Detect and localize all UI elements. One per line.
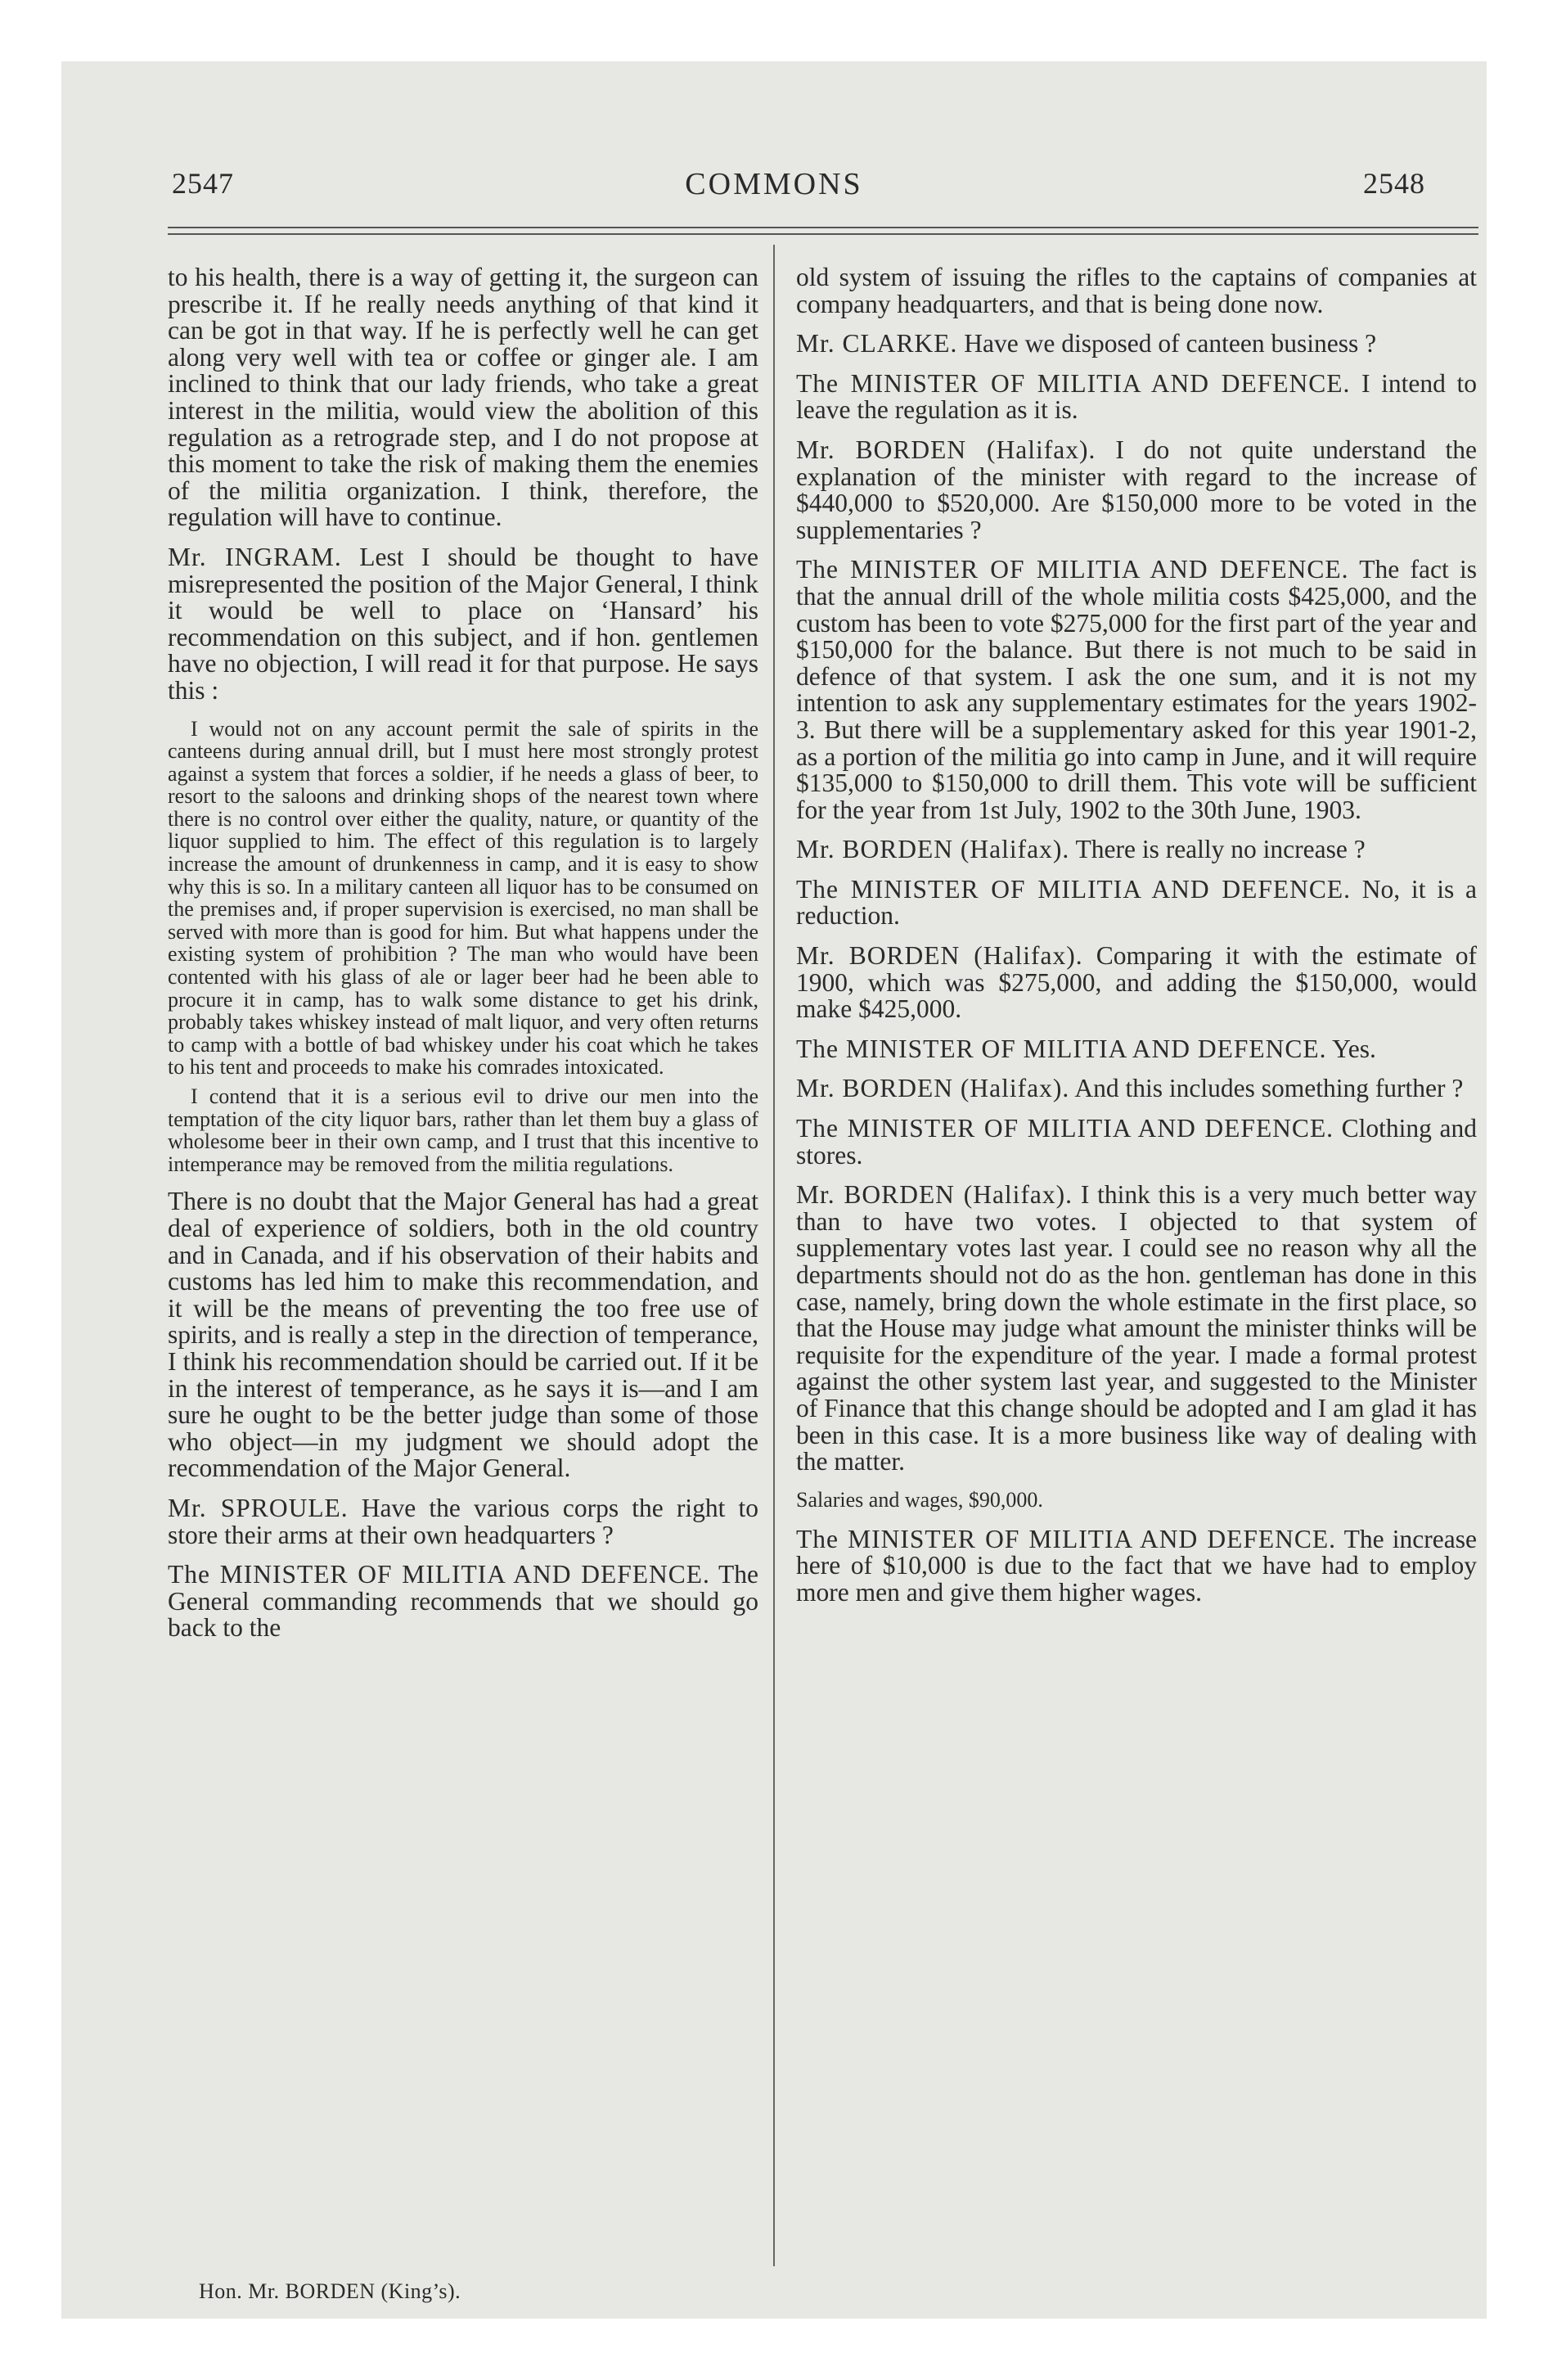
- speaker-name: Mr. BORDEN (Halifax).: [796, 835, 1070, 864]
- page-footer: Hon. Mr. BORDEN (King’s).: [199, 2279, 461, 2303]
- speech: [796, 331, 1477, 358]
- speaker-name: The MINISTER OF MILITIA AND DEFENCE.: [796, 1034, 1327, 1063]
- quoted-passage: I contend that it is a serious evil to drive our men into the temptation of the city liquor bars, rather than let them buy a glass of wholesome beer in their own camp, and I trust that this incentive to intemperance may be removed from the militia regulations.: [168, 1084, 758, 1176]
- speech: [796, 1526, 1477, 1607]
- speaker-name: Mr. CLARKE.: [796, 329, 958, 358]
- speech: [168, 544, 758, 705]
- speech: [796, 1116, 1477, 1169]
- speech: [796, 1075, 1477, 1102]
- speech-text: I do not quite understand the explanation of the minister with regard to the increase of $440,000 to $520,000. Are $150,000 more to be voted in the supplementaries ?: [796, 435, 1477, 544]
- speaker-name: Mr. BORDEN (Halifax).: [796, 1074, 1070, 1103]
- speech-text: Comparing it with the estimate of 1900, which was $275,000, and adding the $150,000, would make $425,000.: [796, 941, 1477, 1024]
- speech-text: The fact is that the annual drill of the whole militia costs $425,000, and the custom has been to vote $275,000 for the first part of the year and $150,000 for the balance. But there is not much to be said in defence of that system. I ask the one sum, and it is not my intention to ask any supplementary estimates for the years 1902-3. But there will be a supplementary asked for this year 1901-2, as a portion of the militia go into camp in June, and it will require $135,000 to $150,000 to drill them. This vote will be sufficient for the year from 1st July, 1902 to the 30th June, 1903.: [796, 555, 1478, 824]
- speech-text: Lest I should be thought to have misrepresented the position of the Major General, I think it would be well to place on ‘Hansard’ his recommendation on this subject, and if hon. gentlemen have no objection, I will read it for that purpose. He says this :: [168, 542, 759, 705]
- speech-text: Have we disposed of canteen business ?: [957, 329, 1377, 358]
- speech-text: The increase here of $10,000 is due to the fact that we have had to employ more men and give them higher wages.: [796, 1524, 1477, 1607]
- speaker-name: The MINISTER OF MILITIA AND DEFENCE.: [796, 368, 1351, 398]
- speech-text: I intend to leave the regulation as it is.: [796, 368, 1477, 425]
- speech-text: Yes.: [1326, 1034, 1376, 1063]
- right-column: [796, 264, 1477, 1620]
- speaker-name: The MINISTER OF MILITIA AND DEFENCE.: [796, 1114, 1334, 1143]
- speech-text: There is really no increase ?: [1069, 835, 1366, 864]
- speaker-name: The MINISTER OF MILITIA AND DEFENCE.: [168, 1560, 710, 1589]
- speech: [796, 943, 1477, 1023]
- page-number-right: 2548: [1363, 167, 1425, 200]
- speech: [796, 557, 1477, 823]
- page: [61, 61, 1487, 2319]
- paragraph: to his health, there is a way of getting it, the surgeon can prescribe it. If he really needs anything of that kind it can be got in that way. If he is perfectly well he can get along very well with tea or coffee or ginger ale. I am inclined to think that our lady friends, who take a great interest in the militia, would view the abolition of this regulation as a retrograde step, and I do not propose at this moment to take the risk of making them the enemies of the militia organization. I think, therefore, the regulation will have to continue.: [168, 263, 758, 532]
- speech: [796, 874, 1477, 931]
- speaker-name: The MINISTER OF MILITIA AND DEFENCE.: [796, 1524, 1337, 1553]
- speech-text: Have the various corps the right to store their arms at their own headquarters ?: [168, 1493, 758, 1549]
- header-rule-bottom: [168, 233, 1478, 235]
- speech-text: The General commanding recommends that we should go back to the: [168, 1560, 758, 1643]
- speech: [796, 437, 1477, 543]
- speech-text: I think this is a very much better way than to have two votes. I objected to that system of supplementary votes last year. I could see no reason why all the departments should not do as the hon. gentleman has done in this case, namely, bring down the whole estimate in the first place, so that the House may judge what amount the minister thinks will be requisite for the expenditure of the year. I made a formal protest against the other system last year, and suggested to the Minister of Finance that this change should be adopted and I am glad it has been in this case. It is a more business like way of dealing with the matter.: [796, 1180, 1477, 1476]
- speech-text: No, it is a reduction.: [796, 874, 1477, 931]
- column-divider: [773, 245, 775, 2266]
- header-rule-top: [168, 227, 1478, 228]
- page-header: [61, 61, 1487, 205]
- left-column: [168, 264, 758, 1655]
- speech: [796, 368, 1477, 425]
- speaker-name: The MINISTER OF MILITIA AND DEFENCE.: [796, 874, 1351, 904]
- speech-text: And this includes something further ?: [1069, 1074, 1464, 1103]
- page-number-left: 2547: [172, 167, 234, 200]
- page-title: COMMONS: [685, 167, 863, 201]
- quoted-passage: I would not on any account permit the sale of spirits in the canteens during annual drill, but I must here most strongly protest against a system that forces a soldier, if he needs a glass of beer, to resort to the saloons and drinking shops of the nearest town where there is no control over either the quality, nature, or quantity of the liquor supplied to him. The effect of this regulation is to largely increase the amount of drunkenness in camp, and it is easy to show why this is so. In a military canteen all liquor has to be consumed on the premises and, if proper supervision is exercised, no man shall be served with more than is good for him. But what happens under the existing system of prohibition ? The man who would have been contented with his glass of ale or lager beer had he been able to procure it in camp, has to walk some distance to get his drink, probably takes whiskey instead of malt liquor, and very often returns to camp with a bottle of bad whiskey under his coat which he takes to his tent and proceeds to make his comrades intoxicated.: [168, 716, 758, 1080]
- speaker-name: Mr. BORDEN (Halifax).: [796, 941, 1083, 971]
- speaker-name: Mr. INGRAM.: [168, 542, 342, 571]
- paragraph: old system of issuing the rifles to the captains of companies at company headquarters, and that is being done now.: [796, 263, 1477, 318]
- speech-text: Clothing and stores.: [796, 1114, 1477, 1170]
- speech: [796, 1036, 1477, 1063]
- speaker-name: Mr. BORDEN (Halifax).: [796, 435, 1096, 464]
- speech: [796, 1182, 1477, 1476]
- paragraph: There is no doubt that the Major General has had a great deal of experience of soldiers, both in the old country and in Canada, and if his observation of their habits and customs has led him to make this recommendation, and it will be the means of preventing the too free use of spirits, and is really a step in the direction of temperance, I think his recommendation should be carried out. If it be in the interest of temperance, as he says it is—and I am sure he ought to be the better judge than some of those who object—in my judgment we should adopt the recommendation of the Major General.: [168, 1187, 758, 1483]
- speaker-name: Mr. SPROULE.: [168, 1493, 349, 1522]
- speaker-name: Mr. BORDEN (Halifax).: [796, 1180, 1073, 1210]
- estimate-item: Salaries and wages, $90,000.: [796, 1487, 1043, 1512]
- speech: [796, 836, 1477, 863]
- speaker-name: The MINISTER OF MILITIA AND DEFENCE.: [796, 555, 1349, 584]
- speech: [168, 1562, 758, 1642]
- speech: [168, 1495, 758, 1548]
